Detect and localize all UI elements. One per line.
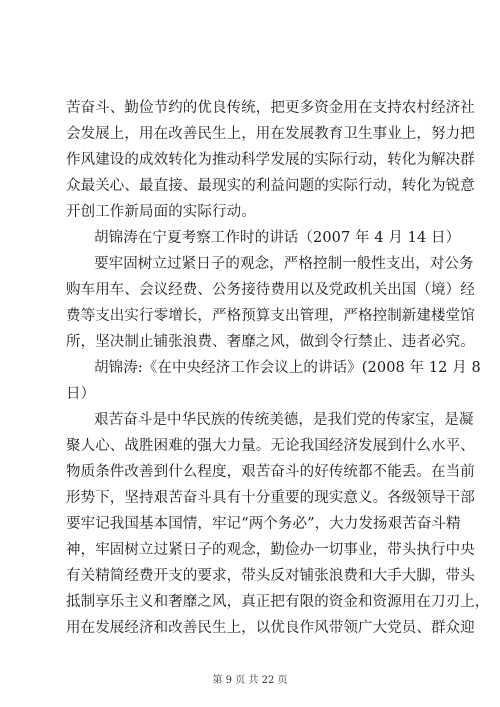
text-line: 神，牢固树立过紧日子的观念，勤俭办一切事业，带头执行中央 xyxy=(66,542,475,558)
text-line: 费等支出实行零增长，严格预算支出管理，严格控制新建楼堂馆 xyxy=(66,308,475,324)
source-citation: 胡锦涛:《在中央经济工作会议上的讲话》(2008 年 12 月 8 xyxy=(94,360,481,376)
text-line: 聚人心、战胜困难的强大力量。无论我国经济发展到什么水平、 xyxy=(66,438,475,454)
text-line: 抵制享乐主义和奢靡之风，真正把有限的资金和资源用在刀刃上， xyxy=(66,594,490,610)
page-footer: 第 9 页 共 22 页 xyxy=(212,675,288,686)
text-line: 物质条件改善到什么程度，艰苦奋斗的好传统都不能丢。在当前 xyxy=(66,464,475,480)
paragraph-start: 艰苦奋斗是中华民族的传统美德，是我们党的传家宝，是凝 xyxy=(94,412,474,428)
text-line: 购车用车、会议经费、公务接待费用以及党政机关出国（境）经 xyxy=(66,282,475,298)
source-citation: 胡锦涛在宁夏考察工作时的讲话（2007 年 4 月 14 日） xyxy=(94,230,461,246)
text-line: 作风建设的成效转化为推动科学发展的实际行动，转化为解决群 xyxy=(66,152,475,168)
text-line: 开创工作新局面的实际行动。 xyxy=(66,204,256,220)
text-line: 所，坚决制止铺张浪费、奢靡之风，做到令行禁止、违者必究。 xyxy=(66,334,475,350)
text-line: 要牢记我国基本国情，牢记“两个务必”，大力发扬艰苦奋斗精 xyxy=(66,516,461,532)
paragraph-start: 要牢固树立过紧日子的观念，严格控制一般性支出，对公务 xyxy=(94,256,474,272)
text-line: 形势下，坚持艰苦奋斗具有十分重要的现实意义。各级领导干部 xyxy=(66,490,475,506)
text-line: 会发展上，用在改善民生上，用在发展教育卫生事业上，努力把 xyxy=(66,126,475,142)
text-line: 日） xyxy=(66,386,96,402)
text-line: 苦奋斗、勤俭节约的优良传统，把更多资金用在支持农村经济社 xyxy=(66,100,475,116)
text-line: 用在发展经济和改善民生上，以优良作风带领广大党员、群众迎 xyxy=(66,620,475,636)
text-line: 有关精简经费开支的要求，带头反对铺张浪费和大手大脚，带头 xyxy=(66,568,475,584)
text-line: 众最关心、最直接、最现实的利益问题的实际行动，转化为锐意 xyxy=(66,178,475,194)
